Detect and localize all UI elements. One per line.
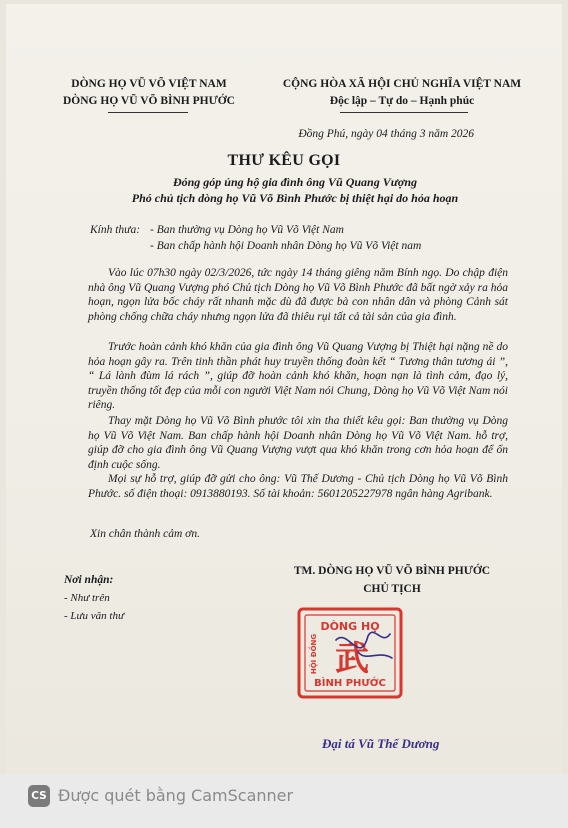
body-paragraph-2: Trước hoàn cảnh khó khăn của gia đình ông Vũ Quang Vượng bị Thiệt hại nặng nề do hỏa hoạn gây ra. Trên tinh thần phát huy truyền thống đoàn kết “ Tương thân tương ái ”, “ Lá lành đùm lá rách ”, giúp đỡ hoàn cảnh khó khăn, hoạn nạn là tình cảm, đạo lý, truyền thống tốt đẹp của mỗi con người Việt Nam nói Chung, Dòng họ Vũ Võ Việt Nam nói riêng.: [88, 341, 508, 412]
document-subject: [60, 174, 530, 206]
signature-role: CHỦ TỊCH: [363, 583, 421, 595]
organization-header: [44, 76, 254, 110]
salutation-item-2: - Ban chấp hành hội Doanh nhân Dòng họ Vũ Võ Việt nam: [150, 240, 422, 252]
document-title: THƯ KÊU GỌI: [227, 152, 341, 169]
seal-side-text: HỘI ĐỒNG: [310, 633, 318, 675]
signer-name: Đại tá Vũ Thế Dương: [322, 736, 440, 751]
scanner-watermark-bar: [0, 774, 568, 828]
salutation-item-1: - Ban thường vụ Dòng họ Vũ Võ Việt Nam: [150, 224, 344, 236]
document-date: Đồng Phú, ngày 04 tháng 3 năm 2026: [298, 128, 474, 140]
scanner-watermark-text: Được quét bằng CamScanner: [58, 786, 294, 805]
camscanner-logo-icon: CS: [28, 785, 50, 807]
official-seal-stamp: [296, 606, 404, 700]
header-underline-left: [108, 112, 188, 113]
recipients-title: Nơi nhận:: [64, 574, 114, 586]
seal-top-text: DÒNG HỌ: [320, 620, 380, 633]
closing-thanks: Xin chân thành cảm ơn.: [90, 528, 200, 540]
subject-line-1: Đóng góp ủng hộ gia đình ông Vũ Quang Vượng: [172, 175, 418, 189]
salutation-label: Kính thưa:: [90, 224, 141, 236]
national-title: CỘNG HÒA XÃ HỘI CHỦ NGHĨA VIỆT NAM: [282, 78, 522, 90]
national-header: [252, 76, 552, 110]
recipient-item: - Như trên: [64, 592, 110, 604]
subject-line-2: Phó chủ tịch dòng họ Vũ Võ Bình Phước bị thiệt hại do hỏa hoạn: [131, 191, 459, 205]
body-paragraph-4: Mọi sự hỗ trợ, giúp đỡ gửi cho ông: Vũ Thế Dương - Chủ tịch Dòng họ Vũ Võ Bình Phước. số điện thoại: 0913880193. Số tài khoản: 5601205227978 ngân hàng Agribank.: [88, 473, 508, 500]
seal-bottom-text: BÌNH PHƯỚC: [314, 678, 386, 689]
org-line-2: DÒNG HỌ VŨ VÕ BÌNH PHƯỚC: [63, 95, 235, 107]
national-motto: Độc lập – Tự do – Hạnh phúc: [329, 95, 475, 107]
signature-organization: TM. DÒNG HỌ VŨ VÕ BÌNH PHƯỚC: [293, 565, 491, 577]
org-line-1: DÒNG HỌ VŨ VÕ VIỆT NAM: [71, 78, 227, 90]
recipient-item: - Lưu văn thư: [64, 610, 124, 622]
body-paragraph-1: Vào lúc 07h30 ngày 02/3/2026, tức ngày 14 tháng giêng năm Bính ngọ. Do chập điện nhà ông Vũ Quang Vượng phó Chủ tịch Dòng họ Vũ Võ Bình Phước đã bất ngờ xảy ra hỏa hoạn, ngọn lửa bốc cháy rất nhanh mặc dù đã được bà con nhân dân và phòng Cảnh sát phòng chống chữa cháy nhưng ngọn lửa đã thiêu rụi tất cả tài sản của gia đình.: [88, 267, 508, 323]
body-paragraph-3: Thay mặt Dòng họ Vũ Võ Bình phước tôi xin tha thiết kêu gọi: Ban thường vụ Dòng họ Vũ Võ Việt Nam. Ban chấp hành hội Doanh nhân Dòng họ Vũ Võ Việt Nam. hỗ trợ, giúp đỡ cho gia đình ông Vũ Quang Vượng vượt qua khó khăn trong cơn hỏa hoạn để ổn định cuộc sống.: [88, 415, 508, 471]
header-underline-right: [340, 112, 468, 113]
signature-block: [252, 562, 532, 598]
seal-emblem: 武: [335, 639, 369, 679]
